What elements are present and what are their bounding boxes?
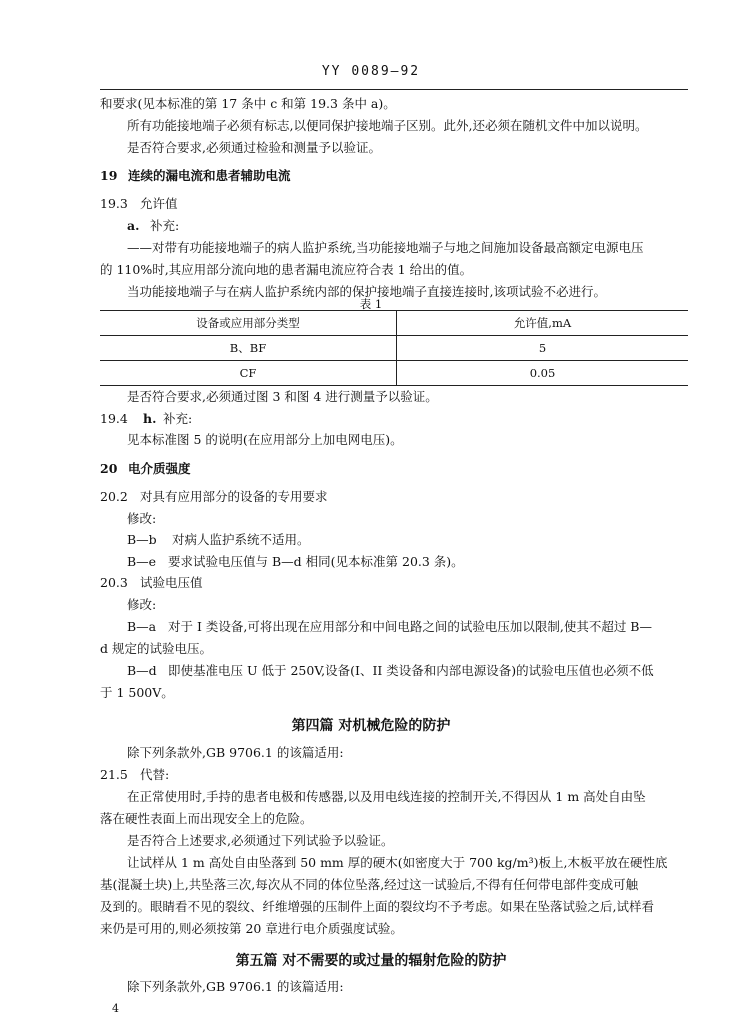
text-line: 所有功能接地端子必须有标志,以便同保护接地端子区别。此外,还必须在随机文件中加以说明。 <box>127 118 648 133</box>
item-label: B—a <box>127 619 157 634</box>
table-header-cell: 设备或应用部分类型 <box>100 311 397 335</box>
item-a-label: a. <box>127 218 140 233</box>
section-19-number: 19 <box>100 168 118 183</box>
text-line: 来仍是可用的,则必须按第 20 章进行电介质强度试验。 <box>100 921 403 936</box>
section-19-title: 连续的漏电流和患者辅助电流 <box>128 168 291 183</box>
text-line: 于 1 500V。 <box>100 685 174 700</box>
text-line: 是否符合要求,必须通过检验和测量予以验证。 <box>127 140 381 155</box>
part-5-title: 第五篇 对不需要的或过量的辐射危险的防护 <box>235 953 507 969</box>
text-line: 和要求(见本标准的第 17 条中 c 和第 19.3 条中 a)。 <box>100 96 396 111</box>
item-label: B—e <box>127 554 157 569</box>
text-line: 及到的。眼睛看不见的裂纹、纤维增强的压制件上面的裂纹均不予考虑。如果在坠落试验之后,试样看 <box>100 899 654 914</box>
header-rule <box>100 89 688 90</box>
table-cell: B、BF <box>100 336 397 360</box>
text-line: 当功能接地端子与在病人监护系统内部的保护接地端子直接连接时,该项试验不必进行。 <box>127 284 606 299</box>
text-line: d 规定的试验电压。 <box>100 641 212 656</box>
item-label: B—b <box>127 532 157 547</box>
text-line: 见本标准图 5 的说明(在应用部分上加电网电压)。 <box>127 432 403 447</box>
text-line: 基(混凝土块)上,共坠落三次,每次从不同的体位坠落,经过这一试验后,不得有任何带电部件变成可触 <box>100 877 639 892</box>
table-cell: CF <box>100 361 397 385</box>
section-20-2-title: 对具有应用部分的设备的专用要求 <box>140 489 328 504</box>
table-row <box>100 361 688 386</box>
table-1 <box>100 310 688 386</box>
section-20-3-title: 试验电压值 <box>140 575 203 590</box>
table-cell: 5 <box>538 341 547 355</box>
table-header-cell: 允许值,mA <box>513 316 572 330</box>
item-h-label: h. <box>143 411 157 426</box>
text-line: 让试样从 1 m 高处自由坠落到 50 mm 厚的硬木(如密度大于 700 kg/m³)板上,木板平放在硬性底 <box>127 855 668 870</box>
section-19-3-number: 19.3 <box>100 196 128 211</box>
section-21-5-title: 代替: <box>140 767 170 782</box>
text-line: 对病人监护系统不适用。 <box>172 532 310 547</box>
section-19-4-title: 补充: <box>163 411 193 426</box>
table-header-row <box>100 310 688 336</box>
text-line: 即使基准电压 U 低于 250V,设备(I、II 类设备和内部电源设备)的试验电压值也必须不低 <box>168 663 654 678</box>
standard-number: YY 0089—92 <box>321 64 421 79</box>
section-19-3-title: 允许值 <box>140 196 178 211</box>
text-line: 是否符合上述要求,必须通过下列试验予以验证。 <box>127 833 394 848</box>
section-19-4-number: 19.4 <box>100 411 128 426</box>
item-a-text: 补充: <box>150 218 180 233</box>
section-20-2-number: 20.2 <box>100 489 128 504</box>
table-caption: 表 1 <box>359 297 383 311</box>
text-line: 修改: <box>127 597 157 612</box>
part-4-title: 第四篇 对机械危险的防护 <box>291 718 451 734</box>
section-20-3-number: 20.3 <box>100 575 128 590</box>
text-line: 落在硬性表面上而出现安全上的危险。 <box>100 811 313 826</box>
page-number: 4 <box>112 1002 119 1015</box>
text-line: 对于 I 类设备,可将出现在应用部分和中间电路之间的试验电压加以限制,使其不超过 B— <box>168 619 652 634</box>
text-line: 修改: <box>127 511 157 526</box>
text-line: 的 110%时,其应用部分流向地的患者漏电流应符合表 1 给出的值。 <box>100 262 473 277</box>
text-line: 是否符合要求,必须通过图 3 和图 4 进行测量予以验证。 <box>127 389 438 404</box>
section-21-5-number: 21.5 <box>100 767 128 782</box>
text-line: 在正常使用时,手持的患者电极和传感器,以及用电线连接的控制开关,不得因从 1 m 高处自由坠 <box>127 789 646 804</box>
table-cell: 0.05 <box>529 366 556 380</box>
text-line: 要求试验电压值与 B—d 相同(见本标准第 20.3 条)。 <box>168 554 464 569</box>
section-20-number: 20 <box>100 461 118 476</box>
table-row <box>100 336 688 361</box>
text-line: 除下列条款外,GB 9706.1 的该篇适用: <box>127 745 344 760</box>
text-line: ——对带有功能接地端子的病人监护系统,当功能接地端子与地之间施加设备最高额定电源电压 <box>127 240 644 255</box>
text-line: 除下列条款外,GB 9706.1 的该篇适用: <box>127 979 344 994</box>
section-20-title: 电介质强度 <box>128 461 191 476</box>
item-label: B—d <box>127 663 157 678</box>
